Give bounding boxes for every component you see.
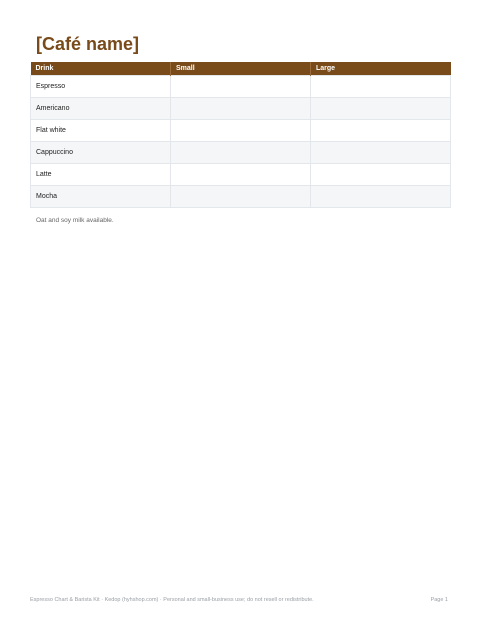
small-price-cell[interactable] [171,164,311,186]
table-row [31,164,451,186]
table-row [31,98,451,120]
table-row [31,76,451,98]
page-title: [Café name] [36,34,140,54]
large-price-cell[interactable] [311,76,451,98]
large-price-cell[interactable] [311,142,451,164]
drink-cell: Espresso [31,76,171,98]
drink-cell: Flat white [31,120,171,142]
table-row [31,120,451,142]
small-price-cell[interactable] [171,120,311,142]
large-price-cell[interactable] [311,186,451,208]
header-large: Large [311,62,451,76]
large-price-cell[interactable] [311,120,451,142]
header-small: Small [171,62,311,76]
header-drink: Drink [31,62,171,76]
milk-note: Oat and soy milk available. [36,217,114,224]
drink-cell: Latte [31,164,171,186]
table-row [31,142,451,164]
small-price-cell[interactable] [171,98,311,120]
large-price-cell[interactable] [311,164,451,186]
footer-text: Espresso Chart & Barista Kit · Kedop (hyhshop.com) · Personal and small-business use; do not resell or redistribute. [30,597,314,603]
table-header-row [31,62,451,76]
drink-cell: Mocha [31,186,171,208]
drink-cell: Cappuccino [31,142,171,164]
small-price-cell[interactable] [171,186,311,208]
page-number: Page 1 [430,597,448,603]
price-table [30,62,451,208]
drink-cell: Americano [31,98,171,120]
small-price-cell[interactable] [171,142,311,164]
small-price-cell[interactable] [171,76,311,98]
table-row [31,186,451,208]
large-price-cell[interactable] [311,98,451,120]
